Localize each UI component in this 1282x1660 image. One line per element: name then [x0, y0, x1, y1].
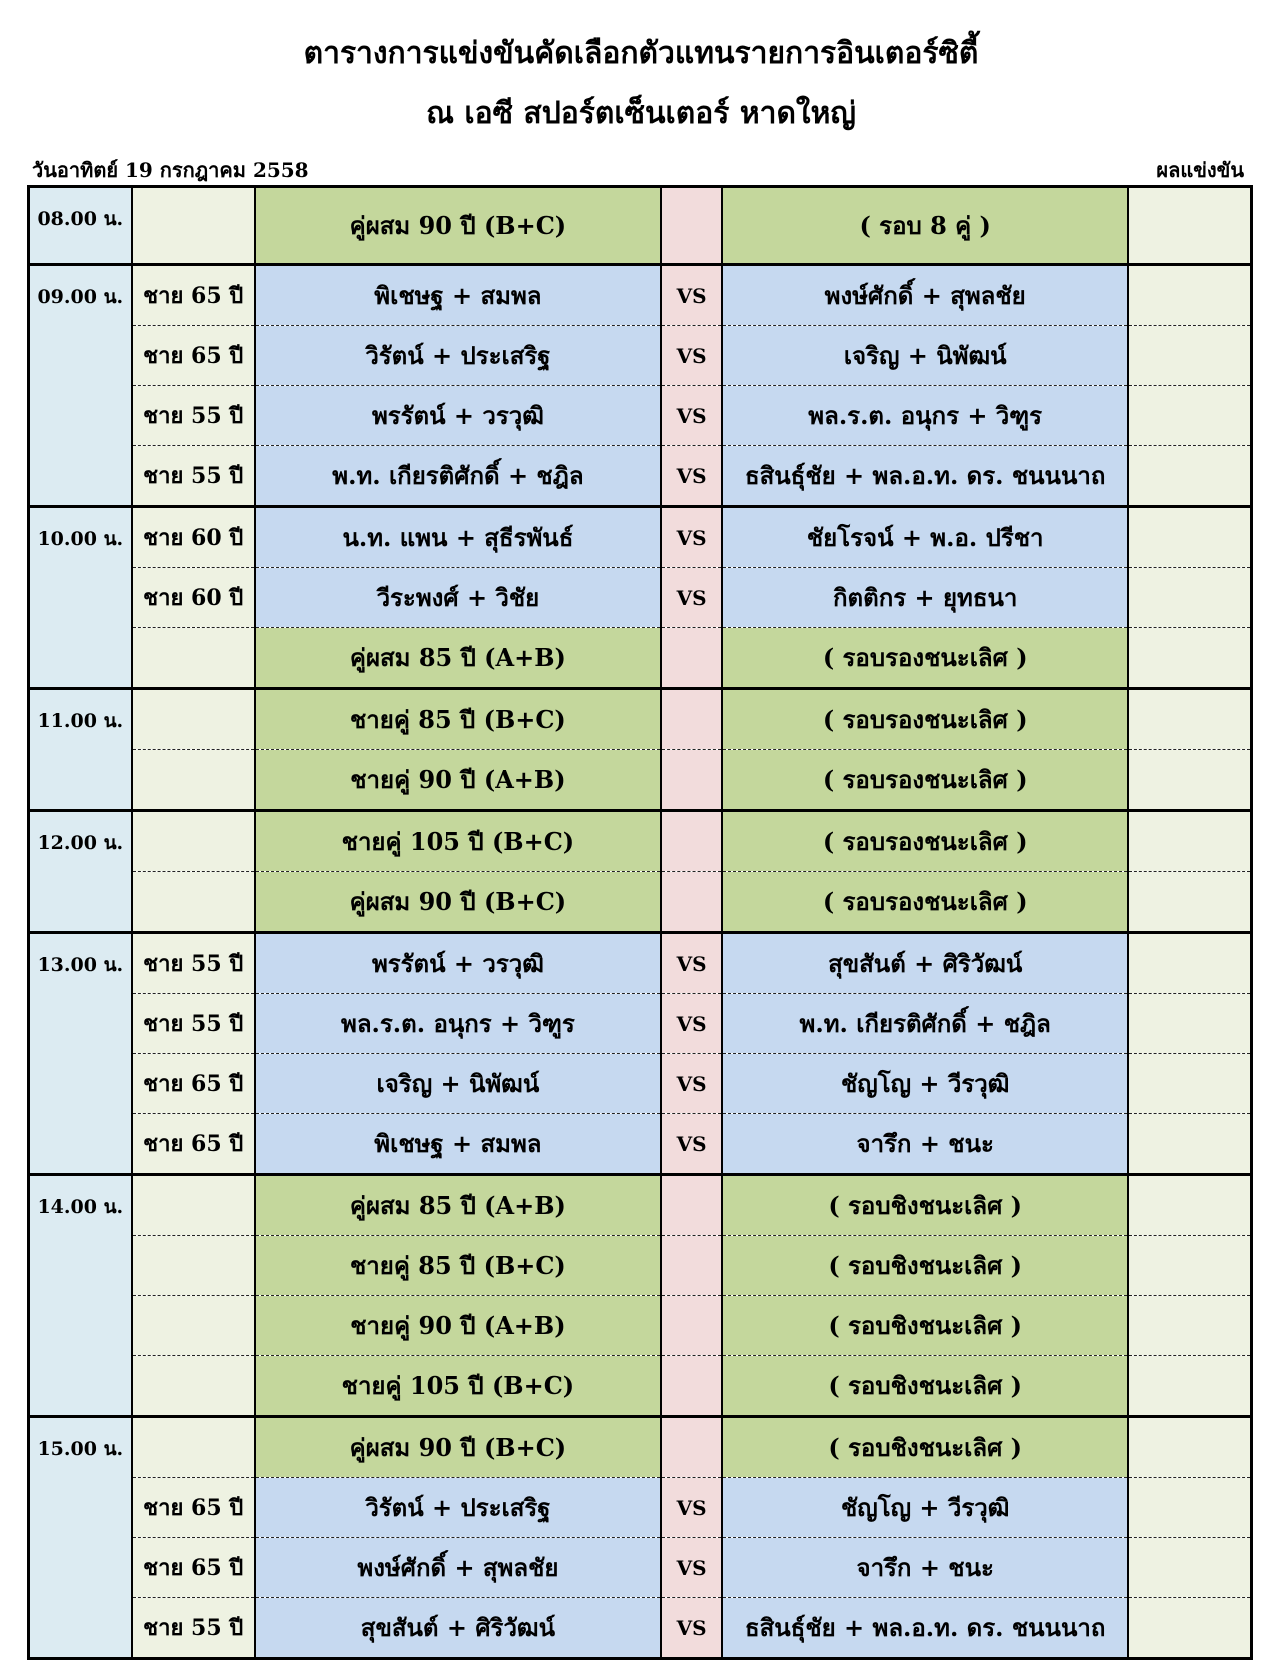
vs-cell	[661, 187, 722, 265]
vs-cell: VS	[661, 933, 722, 994]
right-pair: ( รอบรองชนะเลิศ )	[722, 750, 1128, 811]
result-cell	[1128, 1478, 1251, 1538]
category-cell	[132, 872, 255, 933]
schedule-row	[29, 628, 1252, 689]
schedule-row	[29, 1296, 1252, 1356]
result-cell	[1128, 628, 1251, 689]
result-cell	[1128, 568, 1251, 628]
right-pair: สุขสันต์ + ศิริวัฒน์	[722, 933, 1128, 994]
left-pair: พรรัตน์ + วรวุฒิ	[255, 386, 661, 446]
category-cell: ชาย 65 ปี	[132, 1054, 255, 1114]
left-pair: พิเชษฐ + สมพล	[255, 1114, 661, 1175]
schedule-row	[29, 265, 1252, 326]
time-slot: 10.00 น.	[29, 507, 132, 689]
result-header: ผลแข่งขัน	[1156, 158, 1244, 182]
category-cell: ชาย 60 ปี	[132, 507, 255, 568]
result-cell	[1128, 1417, 1251, 1478]
category-cell: ชาย 55 ปี	[132, 446, 255, 507]
schedule-row	[29, 1236, 1252, 1296]
result-cell	[1128, 933, 1251, 994]
left-pair: คู่ผสม 90 ปี (B+C)	[255, 1417, 661, 1478]
category-cell: ชาย 65 ปี	[132, 1114, 255, 1175]
category-cell	[132, 689, 255, 750]
vs-cell: VS	[661, 994, 722, 1054]
schedule-row	[29, 872, 1252, 933]
result-cell	[1128, 750, 1251, 811]
schedule-row	[29, 750, 1252, 811]
schedule-row	[29, 1356, 1252, 1417]
left-pair: ชายคู่ 105 ปี (B+C)	[255, 811, 661, 872]
result-cell	[1128, 507, 1251, 568]
schedule-row	[29, 1175, 1252, 1236]
left-pair: ชายคู่ 85 ปี (B+C)	[255, 689, 661, 750]
schedule-row	[29, 446, 1252, 507]
time-slot: 08.00 น.	[29, 187, 132, 265]
vs-cell: VS	[661, 1114, 722, 1175]
result-cell	[1128, 872, 1251, 933]
left-pair: ชายคู่ 90 ปี (A+B)	[255, 1296, 661, 1356]
left-pair: เจริญ + นิพัฒน์	[255, 1054, 661, 1114]
right-pair: ชัญโญ + วีรวุฒิ	[722, 1054, 1128, 1114]
left-pair: น.ท. แพน + สุธีรพันธ์	[255, 507, 661, 568]
schedule-date: วันอาทิตย์ 19 กรกฎาคม 2558	[32, 158, 309, 182]
left-pair: ชายคู่ 105 ปี (B+C)	[255, 1356, 661, 1417]
vs-cell	[661, 811, 722, 872]
left-pair: วีระพงศ์ + วิชัย	[255, 568, 661, 628]
vs-cell	[661, 1356, 722, 1417]
left-pair: พรรัตน์ + วรวุฒิ	[255, 933, 661, 994]
category-cell: ชาย 65 ปี	[132, 265, 255, 326]
schedule-row	[29, 811, 1252, 872]
vs-cell	[661, 628, 722, 689]
right-pair: ( รอบรองชนะเลิศ )	[722, 689, 1128, 750]
time-slot: 15.00 น.	[29, 1417, 132, 1659]
category-cell: ชาย 55 ปี	[132, 386, 255, 446]
result-cell	[1128, 689, 1251, 750]
page-title: ตารางการแข่งขันคัดเลือกตัวแทนรายการอินเตอร์ซิตี้	[303, 36, 979, 71]
vs-cell: VS	[661, 1054, 722, 1114]
right-pair: พ.ท. เกียรติศักดิ์ + ชฎิล	[722, 994, 1128, 1054]
left-pair: คู่ผสม 85 ปี (A+B)	[255, 1175, 661, 1236]
vs-cell: VS	[661, 568, 722, 628]
vs-cell: VS	[661, 326, 722, 386]
right-pair: ธสินธุ์ชัย + พล.อ.ท. ดร. ชนนนาถ	[722, 1598, 1128, 1659]
right-pair: ( รอบชิงชนะเลิศ )	[722, 1175, 1128, 1236]
result-cell	[1128, 994, 1251, 1054]
schedule-row	[29, 994, 1252, 1054]
category-cell: ชาย 55 ปี	[132, 933, 255, 994]
right-pair: ( รอบรองชนะเลิศ )	[722, 811, 1128, 872]
schedule-row	[29, 1114, 1252, 1175]
category-cell: ชาย 55 ปี	[132, 994, 255, 1054]
schedule-row	[29, 1054, 1252, 1114]
result-cell	[1128, 1175, 1251, 1236]
right-pair: ( รอบชิงชนะเลิศ )	[722, 1417, 1128, 1478]
schedule-row	[29, 507, 1252, 568]
right-pair: จารึก + ชนะ	[722, 1538, 1128, 1598]
category-cell	[132, 1417, 255, 1478]
left-pair: พ.ท. เกียรติศักดิ์ + ชฎิล	[255, 446, 661, 507]
left-pair: คู่ผสม 85 ปี (A+B)	[255, 628, 661, 689]
schedule-row	[29, 187, 1252, 265]
time-slot: 11.00 น.	[29, 689, 132, 811]
time-slot: 09.00 น.	[29, 265, 132, 507]
right-pair: จารึก + ชนะ	[722, 1114, 1128, 1175]
category-cell: ชาย 60 ปี	[132, 568, 255, 628]
vs-cell	[661, 872, 722, 933]
vs-cell	[661, 1175, 722, 1236]
left-pair: ชายคู่ 85 ปี (B+C)	[255, 1236, 661, 1296]
right-pair: เจริญ + นิพัฒน์	[722, 326, 1128, 386]
result-cell	[1128, 1356, 1251, 1417]
schedule-row	[29, 1417, 1252, 1478]
vs-cell	[661, 750, 722, 811]
result-cell	[1128, 265, 1251, 326]
category-cell	[132, 628, 255, 689]
right-pair: ธสินธุ์ชัย + พล.อ.ท. ดร. ชนนนาถ	[722, 446, 1128, 507]
time-slot: 13.00 น.	[29, 933, 132, 1175]
venue-subtitle: ณ เอซี สปอร์ตเซ็นเตอร์ หาดใหญ่	[426, 96, 856, 131]
left-pair: พงษ์ศักดิ์ + สุพลชัย	[255, 1538, 661, 1598]
category-cell	[132, 187, 255, 265]
left-pair: วิรัตน์ + ประเสริฐ	[255, 326, 661, 386]
result-cell	[1128, 811, 1251, 872]
result-cell	[1128, 326, 1251, 386]
schedule-row	[29, 689, 1252, 750]
left-pair: สุขสันต์ + ศิริวัฒน์	[255, 1598, 661, 1659]
schedule-row	[29, 1538, 1252, 1598]
schedule-row	[29, 1478, 1252, 1538]
right-pair: ( รอบรองชนะเลิศ )	[722, 628, 1128, 689]
left-pair: คู่ผสม 90 ปี (B+C)	[255, 872, 661, 933]
category-cell: ชาย 65 ปี	[132, 1478, 255, 1538]
result-cell	[1128, 1236, 1251, 1296]
category-cell	[132, 811, 255, 872]
vs-cell	[661, 1417, 722, 1478]
result-cell	[1128, 1054, 1251, 1114]
right-pair: พล.ร.ต. อนุกร + วิฑูร	[722, 386, 1128, 446]
vs-cell: VS	[661, 507, 722, 568]
right-pair: ( รอบ 8 คู่ )	[722, 187, 1128, 265]
vs-cell	[661, 689, 722, 750]
result-cell	[1128, 446, 1251, 507]
left-pair: พิเชษฐ + สมพล	[255, 265, 661, 326]
left-pair: วิรัตน์ + ประเสริฐ	[255, 1478, 661, 1538]
category-cell	[132, 1296, 255, 1356]
schedule-table	[27, 185, 1253, 1660]
vs-cell: VS	[661, 1598, 722, 1659]
right-pair: ชัญโญ + วีรวุฒิ	[722, 1478, 1128, 1538]
time-slot: 12.00 น.	[29, 811, 132, 933]
category-cell	[132, 1236, 255, 1296]
vs-cell	[661, 1236, 722, 1296]
result-cell	[1128, 1296, 1251, 1356]
category-cell: ชาย 65 ปี	[132, 1538, 255, 1598]
vs-cell: VS	[661, 446, 722, 507]
category-cell: ชาย 55 ปี	[132, 1598, 255, 1659]
vs-cell: VS	[661, 1478, 722, 1538]
result-cell	[1128, 1114, 1251, 1175]
category-cell	[132, 750, 255, 811]
category-cell	[132, 1356, 255, 1417]
left-pair: พล.ร.ต. อนุกร + วิฑูร	[255, 994, 661, 1054]
info-row	[32, 150, 1244, 182]
left-pair: คู่ผสม 90 ปี (B+C)	[255, 187, 661, 265]
left-pair: ชายคู่ 90 ปี (A+B)	[255, 750, 661, 811]
schedule-row	[29, 1598, 1252, 1659]
result-cell	[1128, 1538, 1251, 1598]
vs-cell	[661, 1296, 722, 1356]
right-pair: พงษ์ศักดิ์ + สุพลชัย	[722, 265, 1128, 326]
right-pair: ( รอบชิงชนะเลิศ )	[722, 1236, 1128, 1296]
schedule-row	[29, 326, 1252, 386]
schedule-row	[29, 386, 1252, 446]
right-pair: ชัยโรจน์ + พ.อ. ปรีชา	[722, 507, 1128, 568]
category-cell: ชาย 65 ปี	[132, 326, 255, 386]
result-cell	[1128, 386, 1251, 446]
schedule-row	[29, 933, 1252, 994]
vs-cell: VS	[661, 265, 722, 326]
category-cell	[132, 1175, 255, 1236]
right-pair: ( รอบรองชนะเลิศ )	[722, 872, 1128, 933]
result-cell	[1128, 187, 1251, 265]
vs-cell: VS	[661, 1538, 722, 1598]
right-pair: กิตติกร + ยุทธนา	[722, 568, 1128, 628]
schedule-row	[29, 568, 1252, 628]
vs-cell: VS	[661, 386, 722, 446]
right-pair: ( รอบชิงชนะเลิศ )	[722, 1296, 1128, 1356]
right-pair: ( รอบชิงชนะเลิศ )	[722, 1356, 1128, 1417]
time-slot: 14.00 น.	[29, 1175, 132, 1417]
result-cell	[1128, 1598, 1251, 1659]
schedule-body	[29, 187, 1252, 1659]
